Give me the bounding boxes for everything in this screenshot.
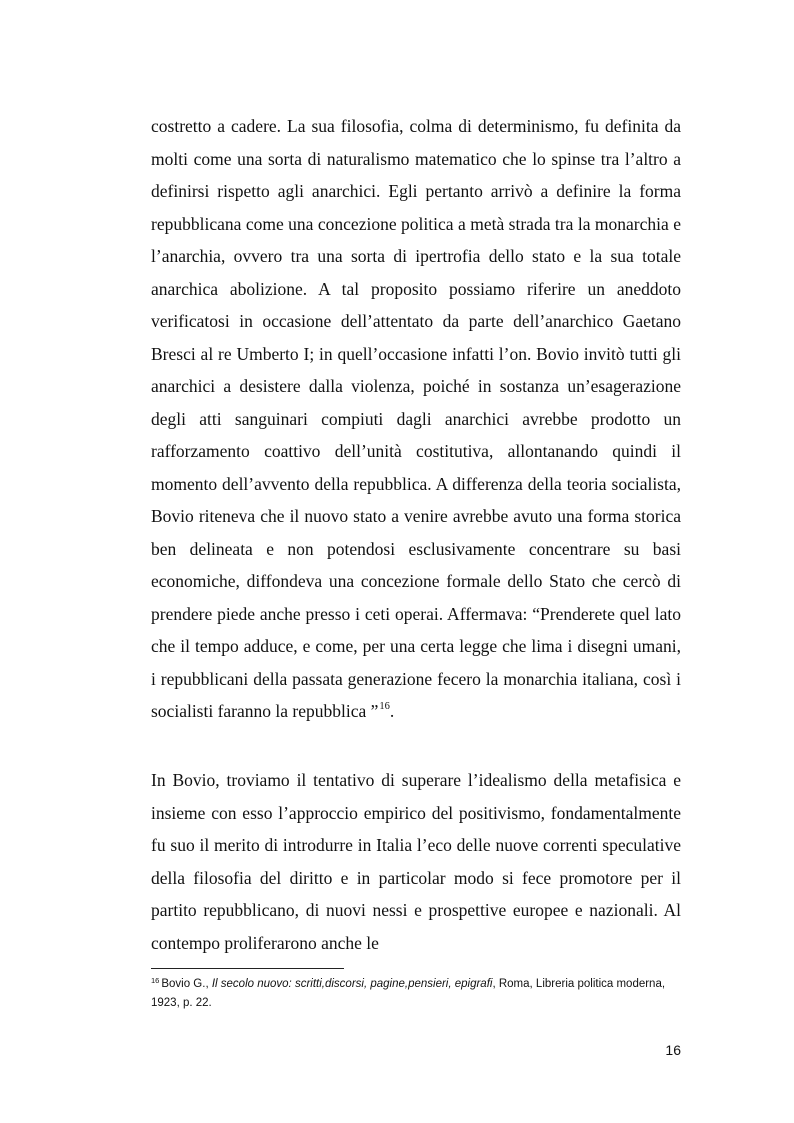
paragraph-2-text: In Bovio, troviamo il tentativo di superare l’idealismo della metafisica e insieme con esso l’approccio empirico del positivismo, fondamentalmente fu suo il merito di introdurre in Italia l’eco delle nuove correnti speculative della filosofia del diritto e in particolar modo si fece promotore per il partito repubblicano, di nuovi nessi e prospettive europee e nazionali. Al contempo proliferarono anche le [151,770,681,953]
paragraph-1-end: . [389,701,395,721]
footnote-reference[interactable]: 16 [379,701,390,712]
page-number: 16 [665,1042,681,1058]
footnote-title: Il secolo nuovo: scritti,discorsi, pagine,pensieri, epigrafi [211,978,493,990]
footnote-number: 16 [151,976,160,985]
paragraph-1-text: costretto a cadere. La sua filosofia, colma di determinismo, fu definita da molti come una sorta di naturalismo matematico che lo spinse tra l’altro a definirsi rispetto agli anarchici. Egli pertanto arrivò a definire la forma repubblicana come una concezione politica a metà strada tra la monarchia e l’anarchia, ovvero tra una sorta di ipertrofia dello stato e la sua totale anarchica abolizione. A tal proposito possiamo riferire un aneddoto verificatosi in occasione dell’attentato da parte dell’anarchico Gaetano Bresci al re Umberto I; in quell’occasione infatti l’on. Bovio invitò tutti gli anarchici a desistere dalla violenza, poiché in sostanza un’esagerazione degli atti sanguinari compiuti dagli anarchici avrebbe prodotto un rafforzamento coattivo dell’unità costitutiva, allontanando quindi il momento dell’avvento della repubblica. A differenza della teoria socialista, Bovio riteneva che il nuovo stato a venire avrebbe avuto una forma storica ben delineata e non potendosi esclusivamente concentrare su basi economiche, diffondeva una concezione formale dello Stato che cercò di prendere piede anche presso i ceti operai. Affermava: “Prenderete quel lato che il tempo adduce, e come, per una certa legge che lima i disegni umani, i repubblicani della passata generazione fecero la monarchia italiana, così i socialisti faranno la repubblica ” [151,116,681,721]
footnote-separator [151,968,344,969]
footnote-publication: , Roma, Libreria politica moderna, 1923, p. 22. [151,978,666,1009]
body-paragraph-2 [151,764,681,959]
footnote-author: Bovio G., [161,978,212,990]
footnote [151,975,681,1012]
body-paragraph-1 [151,110,681,732]
